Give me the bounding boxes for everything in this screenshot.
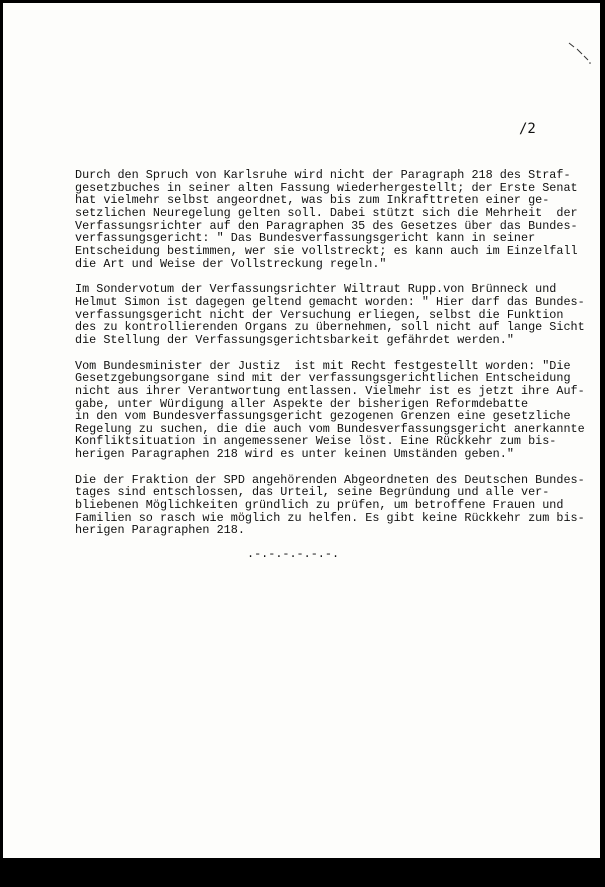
text-line: Familien so rasch wie möglich zu helfen. Es gibt keine Rückkehr zum bis-: [75, 510, 585, 525]
paragraph-2: [75, 283, 595, 346]
text-line: Verfassungsrichter auf den Paragraphen 35 des Gesetzes über das Bundes-: [75, 218, 578, 233]
text-line: Helmut Simon ist dagegen geltend gemacht worden: " Hier darf das Bundes-: [75, 294, 585, 309]
text-line: Die der Fraktion der SPD angehörenden Abgeordneten des Deutschen Bundes-: [75, 472, 585, 487]
text-line: die Stellung der Verfassungsgerichtsbarkeit gefährdet werden.": [75, 332, 514, 347]
text-line: verfassungsgericht: " Das Bundesverfassungsgericht kann in seiner: [75, 231, 536, 246]
document-page: [3, 3, 600, 858]
text-line: Regelung zu suchen, die die auch vom Bundesverfassungsgericht anerkannte: [75, 421, 585, 436]
text-line: Durch den Spruch von Karlsruhe wird nicht der Paragraph 218 des Straf-: [75, 168, 571, 182]
text-line: Im Sondervotum der Verfassungsrichter Wiltraut Rupp.von Brünneck und: [75, 282, 557, 297]
text-line: herigen Paragraphen 218.: [75, 523, 245, 538]
paragraph-1: [75, 169, 595, 270]
end-separator: .-.-.-.-.-.-.: [247, 547, 340, 561]
text-line: setzlichen Neuregelung gelten soll. Dabei stützt sich die Mehrheit der: [75, 205, 578, 220]
paragraph-4: [75, 474, 595, 537]
text-line: tages sind entschlossen, das Urteil, seine Begründung und alle ver-: [75, 485, 550, 500]
text-line: Vom Bundesminister der Justiz ist mit Recht festgestellt worden: "Die: [75, 358, 571, 373]
text-line: herigen Paragraphen 218 wird es unter keinen Umständen geben.": [75, 447, 514, 462]
text-line: nicht aus ihrer Verantwortung entlassen. Vielmehr ist es jetzt ihre Auf-: [75, 383, 585, 398]
text-line: bliebenen Möglichkeiten gründlich zu prüfen, um betroffene Frauen und: [75, 498, 564, 513]
body-text: [75, 169, 595, 550]
text-line: des zu kontrollierenden Organs zu übernehmen, soll nicht auf lange Sicht: [75, 320, 585, 335]
text-line: gesetzbuches in seiner alten Fassung wiederhergestellt; der Erste Senat: [75, 180, 578, 195]
scan-border-bottom: [0, 858, 605, 887]
text-line: Konfliktsituation in angemessener Weise löst. Eine Rückkehr zum bis-: [75, 434, 557, 449]
page-number: /2: [519, 121, 536, 137]
text-line: Gesetzgebungsorgane sind mit der verfassungsgerichtlichen Entscheidung: [75, 371, 571, 386]
text-line: die Art und Weise der Vollstreckung regeln.": [75, 256, 387, 271]
text-line: verfassungsgericht nicht der Versuchung erliegen, selbst die Funktion: [75, 307, 564, 322]
scan-corner-marks: [565, 39, 595, 69]
text-line: gabe, unter Würdigung aller Aspekte der bisherigen Reformdebatte: [75, 396, 529, 411]
paragraph-3: [75, 360, 595, 461]
text-line: hat vielmehr selbst angeordnet, was bis zum Inkrafttreten einer ge-: [75, 193, 550, 208]
text-line: Entscheidung bestimmen, wer sie vollstreckt; es kann auch im Einzelfall: [75, 243, 578, 258]
text-line: in den vom Bundesverfassungsgericht gezogenen Grenzen eine gesetzliche: [75, 409, 571, 424]
